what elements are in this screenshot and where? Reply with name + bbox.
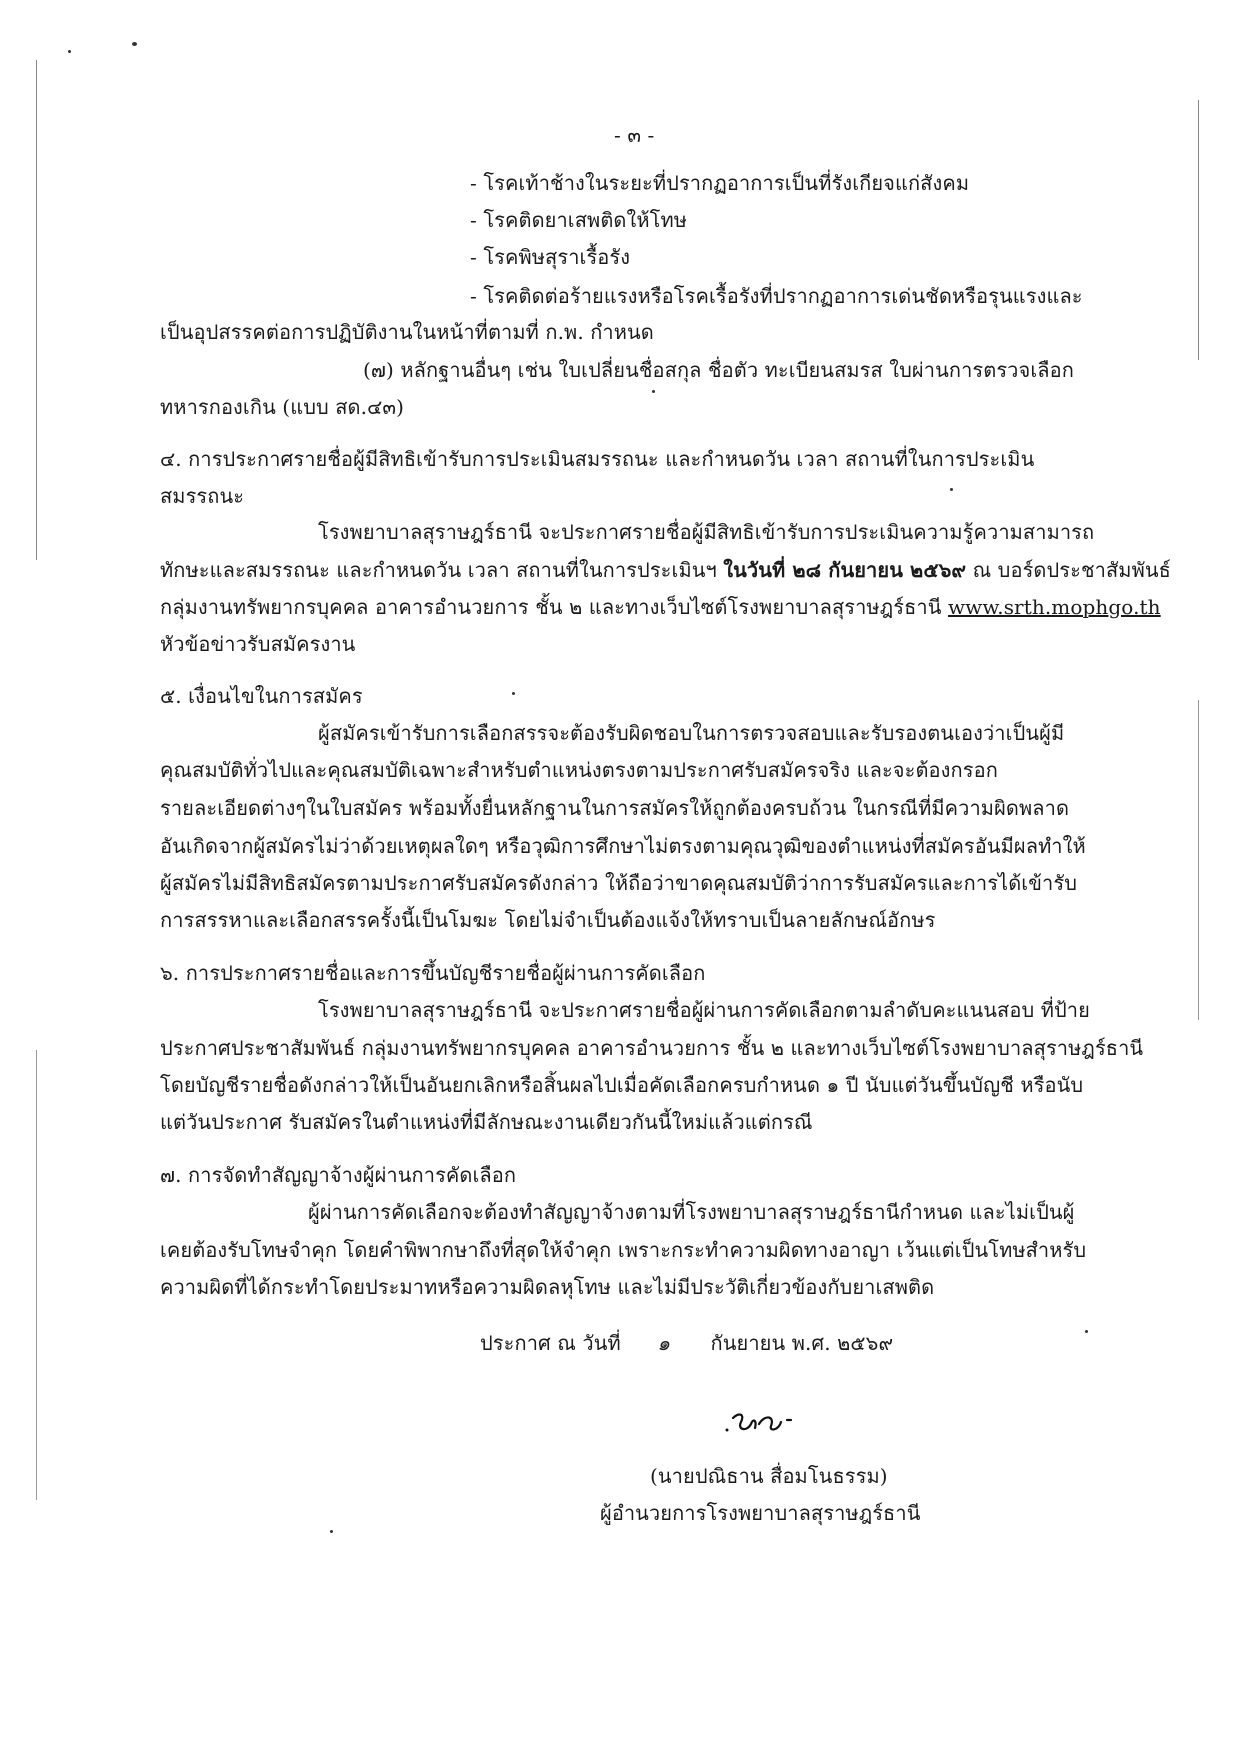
signer-title: ผู้อำนวยการโรงพยาบาลสุราษฎร์ธานี: [600, 1501, 921, 1525]
scan-speck: [330, 1530, 333, 1533]
paragraph-line: [160, 594, 1161, 620]
paragraph-line: [160, 557, 1171, 583]
signature: [725, 1410, 815, 1450]
paragraph-line: รายละเอียดต่างๆในใบสมัคร พร้อมทั้งยื่นหลักฐานในการสมัครให้ถูกต้องครบถ้วน ในกรณีที่มีความผิดพลาด: [160, 796, 1070, 820]
announce-date-line: [480, 1330, 893, 1356]
paragraph-line: ผู้สมัครไม่มีสิทธิสมัครตามประกาศรับสมัครดังกล่าว ให้ถือว่าขาดคุณสมบัติว่าการรับสมัครและการได้เข้ารับ: [160, 871, 1077, 895]
list-item: - โรคพิษสุราเรื้อรัง: [470, 245, 631, 269]
list-item: - โรคติดยาเสพติดให้โทษ: [470, 208, 688, 232]
paragraph-line: โรงพยาบาลสุราษฎร์ธานี จะประกาศรายชื่อผู้มีสิทธิเข้ารับการประเมินความรู้ความสามารถ: [318, 520, 1095, 544]
paragraph-text: ทักษะและสมรรถนะ และกำหนดวัน เวลา สถานที่ในการประเมินฯ: [160, 558, 724, 582]
section-heading: ๖. การประกาศรายชื่อและการขึ้นบัญชีรายชื่อผู้ผ่านการคัดเลือก: [160, 961, 706, 985]
paragraph-line: เป็นอุปสรรคต่อการปฏิบัติงานในหน้าที่ตามที่ ก.พ. กำหนด: [160, 320, 654, 344]
section-heading: สมรรถนะ: [160, 484, 245, 508]
paragraph-line: (๗) หลักฐานอื่นๆ เช่น ใบเปลี่ยนชื่อสกุล ชื่อตัว ทะเบียนสมรส ใบผ่านการตรวจเลือก: [363, 358, 1074, 382]
scan-speck: [512, 692, 515, 695]
paragraph-line: เคยต้องรับโทษจำคุก โดยคำพิพากษาถึงที่สุดให้จำคุก เพราะกระทำความผิดทางอาญา เว้นแต่เป็นโทษสำหรับ: [160, 1238, 1087, 1262]
paragraph-line: ผู้สมัครเข้ารับการเลือกสรรจะต้องรับผิดชอบในการตรวจสอบและรับรองตนเองว่าเป็นผู้มี: [318, 721, 1065, 745]
section-heading: ๗. การจัดทำสัญญาจ้างผู้ผ่านการคัดเลือก: [160, 1163, 517, 1187]
page-number: - ๓ -: [614, 123, 655, 147]
paragraph-line: แต่วันประกาศ รับสมัครในตำแหน่งที่มีลักษณะงานเดียวกันนี้ใหม่แล้วแต่กรณี: [160, 1110, 813, 1134]
paragraph-text: ณ บอร์ดประชาสัมพันธ์: [966, 558, 1171, 582]
scan-speck: [132, 42, 137, 46]
section-heading: ๕. เงื่อนไขในการสมัคร: [160, 684, 363, 708]
paragraph-line: ประกาศประชาสัมพันธ์ กลุ่มงานทรัพยากรบุคคล อาคารอำนวยการ ชั้น ๒ และทางเว็บไซต์โรงพยาบาลสุราษฎร์ธานี: [160, 1036, 1144, 1060]
announce-day: ๑: [657, 1331, 671, 1355]
paragraph-line: ผู้ผ่านการคัดเลือกจะต้องทำสัญญาจ้างตามที่โรงพยาบาลสุราษฎร์ธานีกำหนด และไม่เป็นผู้: [308, 1200, 1075, 1224]
paragraph-text: กลุ่มงานทรัพยากรบุคคล อาคารอำนวยการ ชั้น ๒ และทางเว็บไซต์โรงพยาบาลสุราษฎร์ธานี: [160, 595, 948, 619]
signer-name: (นายปณิธาน สื่อมโนธรรม): [650, 1464, 888, 1488]
announce-prefix: ประกาศ ณ วันที่: [480, 1331, 621, 1355]
paragraph-line: โรงพยาบาลสุราษฎร์ธานี จะประกาศรายชื่อผู้ผ่านการคัดเลือกตามลำดับคะแนนสอบ ที่ป้าย: [318, 998, 1090, 1022]
website-link[interactable]: www.srth.mophgo.th: [947, 595, 1161, 619]
paragraph-line: คุณสมบัติทั่วไปและคุณสมบัติเฉพาะสำหรับตำแหน่งตรงตามประกาศรับสมัครจริง และจะต้องกรอก: [160, 758, 998, 782]
paragraph-line: อันเกิดจากผู้สมัครไม่ว่าด้วยเหตุผลใดๆ หรือวุฒิการศึกษาไม่ตรงตามคุณวุฒิของตำแหน่งที่สมัครอันมีผลทำให้: [160, 834, 1086, 858]
paragraph-line: โดยบัญชีรายชื่อดังกล่าวให้เป็นอันยกเลิกหรือสิ้นผลไปเมื่อคัดเลือกครบกำหนด ๑ ปี นับแต่วันขึ้นบัญชี หรือนับ: [160, 1073, 1084, 1097]
paragraph-line: การสรรหาและเลือกสรรครั้งนี้เป็นโมฆะ โดยไม่จำเป็นต้องแจ้งให้ทราบเป็นลายลักษณ์อักษร: [160, 908, 936, 932]
list-item: - โรคเท้าช้างในระยะที่ปรากฏอาการเป็นที่รังเกียจแก่สังคม: [470, 171, 970, 195]
scan-speck: [1085, 1330, 1088, 1333]
scan-edge-left: [36, 60, 37, 560]
paragraph-line: ความผิดที่ได้กระทำโดยประมาทหรือความผิดลหุโทษ และไม่มีประวัติเกี่ยวข้องกับยาเสพติด: [160, 1275, 935, 1299]
scan-edge-left-lower: [36, 1050, 37, 1500]
scan-speck: [950, 488, 953, 491]
section-heading: ๔. การประกาศรายชื่อผู้มีสิทธิเข้ารับการประเมินสมรรถนะ และกำหนดวัน เวลา สถานที่ในการประเมิน: [160, 447, 1035, 471]
paragraph-line: หัวข้อข่าวรับสมัครงาน: [160, 632, 356, 656]
list-item: - โรคติดต่อร้ายแรงหรือโรคเรื้อรังที่ปรากฏอาการเด่นชัดหรือรุนแรงและ: [470, 284, 1083, 308]
scan-speck: [68, 50, 71, 53]
scan-edge-right: [1198, 100, 1199, 360]
announce-suffix: กันยายน พ.ศ. ๒๕๖๙: [710, 1331, 894, 1355]
paragraph-line: ทหารกองเกิน (แบบ สด.๔๓): [160, 395, 405, 419]
scan-speck: [652, 390, 655, 393]
announcement-date: ในวันที่ ๒๘ กันยายน ๒๕๖๙: [723, 558, 967, 582]
scan-edge-right-lower: [1198, 700, 1199, 1020]
